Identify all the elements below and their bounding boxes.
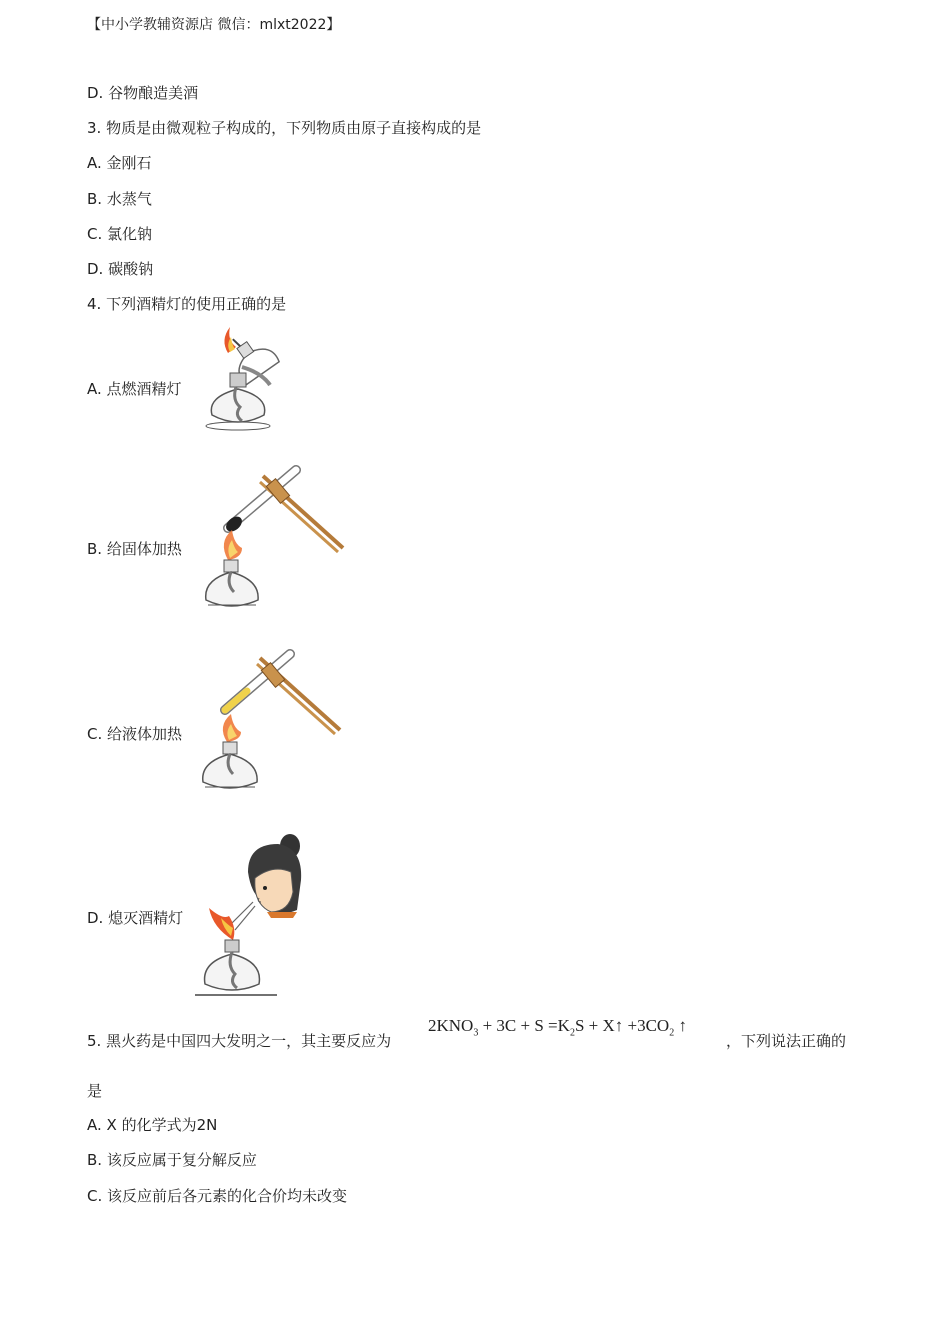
q4-option-d: D. 熄灭酒精灯 — [87, 909, 184, 927]
q4-option-a: A. 点燃酒精灯 — [87, 380, 182, 398]
q3-stem: 3. 物质是由微观粒子构成的，下列物质由原子直接构成的是 — [87, 119, 482, 137]
q4-option-b: B. 给固体加热 — [87, 540, 182, 558]
q4-option-c: C. 给液体加热 — [87, 725, 183, 743]
q3-option-a: A. 金刚石 — [87, 154, 152, 172]
q3-option-b: B. 水蒸气 — [87, 190, 152, 208]
q5-option-a: A. X 的化学式为2N — [87, 1116, 218, 1134]
q5-reaction-formula: $2KNO_3 + 3C + S =K_2S$ + X↑ $+3CO_2$ ↑ — [428, 1016, 687, 1039]
q5-stem-continued: 是 — [87, 1082, 103, 1100]
q5-option-c: C. 该反应前后各元素的化合价均未改变 — [87, 1187, 348, 1205]
blowing-out-lamp-figure — [193, 832, 308, 1000]
page-header: 【中小学教辅资源店 微信：mlxt2022】 — [87, 17, 341, 33]
heating-solid-figure — [198, 462, 348, 612]
q5-stem: 5. 黑火药是中国四大发明之一，其主要反应为 — [87, 1032, 392, 1050]
heating-liquid-figure — [195, 644, 345, 794]
q3-option-d: D. 碳酸钠 — [87, 260, 154, 278]
q4-stem: 4. 下列酒精灯的使用正确的是 — [87, 295, 287, 313]
q5-option-b: B. 该反应属于复分解反应 — [87, 1151, 257, 1169]
lamp-lighting-figure — [192, 325, 292, 433]
q2-option-d: D. 谷物酿造美酒 — [87, 84, 199, 102]
q3-option-c: C. 氯化钠 — [87, 225, 153, 243]
q5-stem-after: ，下列说法正确的 — [726, 1032, 847, 1050]
